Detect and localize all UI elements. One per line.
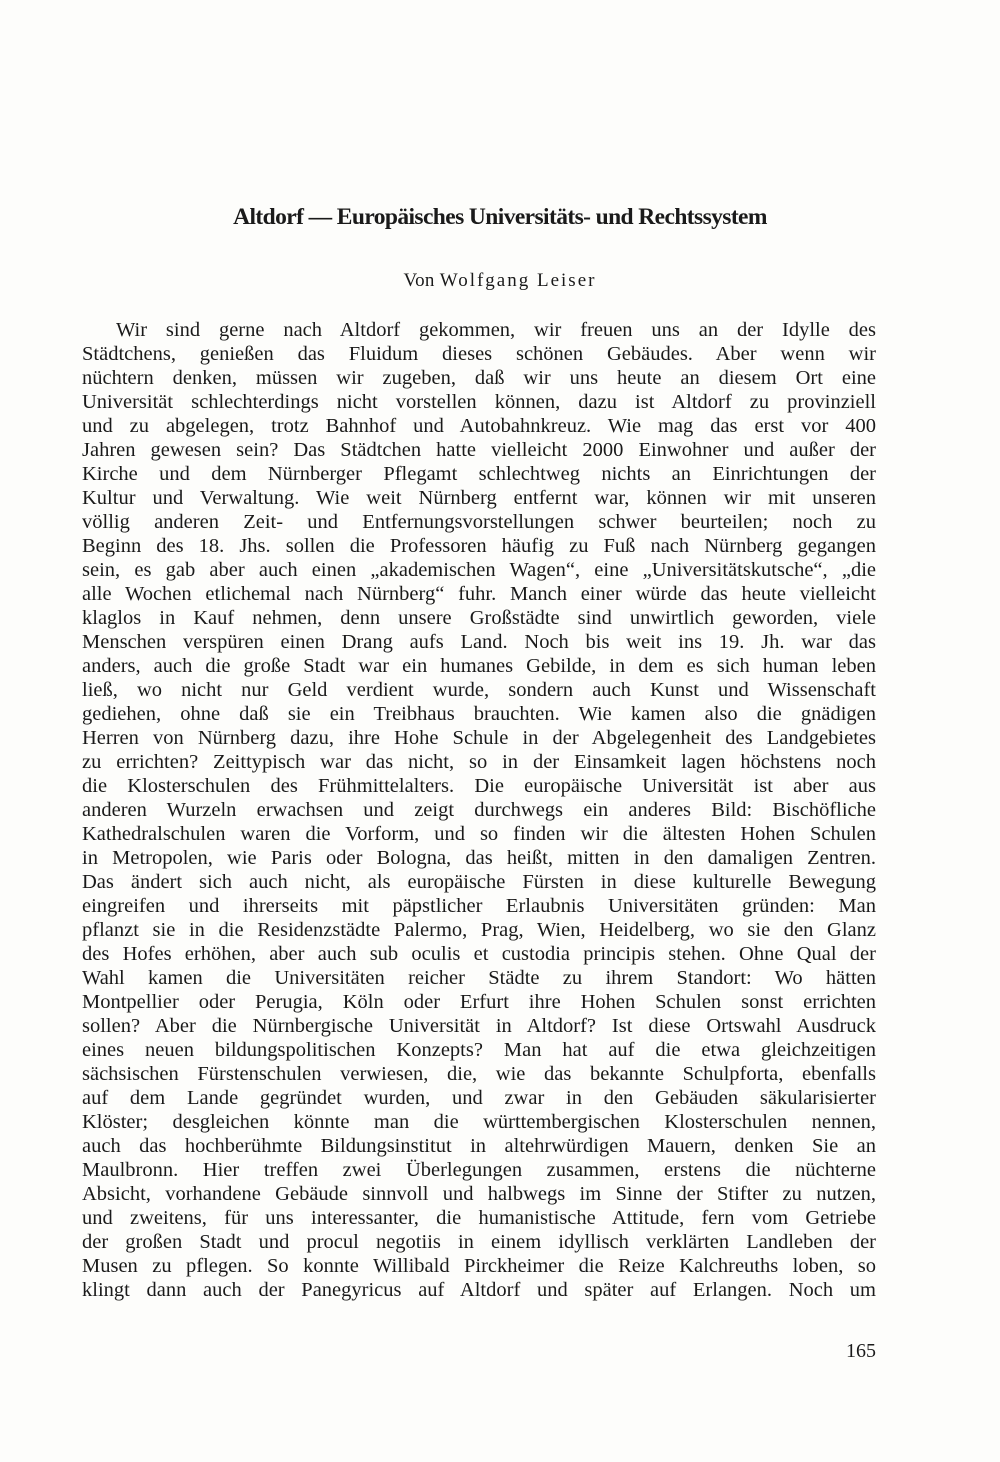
text-line: klingt dann auch der Panegyricus auf Altdorf und später auf Erlangen. Noch um [82, 1279, 876, 1301]
text-line: die Klosterschulen des Frühmittelalters. Die europäische Universität ist aber aus [82, 775, 876, 797]
text-line: der großen Stadt und procul negotiis in einem idyllisch verklärten Landleben der [82, 1231, 876, 1253]
text-line: Das ändert sich auch nicht, als europäische Fürsten in diese kulturelle Bewegung [82, 871, 876, 893]
text-line: Maulbronn. Hier treffen zwei Überlegungen zusammen, erstens die nüchterne [82, 1159, 876, 1181]
text-line: alle Wochen etlichemal nach Nürnberg“ fuhr. Manch einer würde das heute vielleicht [82, 583, 876, 605]
text-line: Menschen verspüren einen Drang aufs Land. Noch bis weit ins 19. Jh. war das [82, 631, 876, 653]
body-text [82, 318, 876, 1302]
author-line [120, 270, 880, 292]
text-line: in Metropolen, wie Paris oder Bologna, das heißt, mitten in den damaligen Zentren. [82, 847, 876, 869]
text-line: Beginn des 18. Jhs. sollen die Professoren häufig zu Fuß nach Nürnberg gegangen [82, 535, 876, 557]
text-line: Kultur und Verwaltung. Wie weit Nürnberg entfernt war, können wir mit unseren [82, 487, 876, 509]
author-name: Wolfgang Leiser [439, 270, 597, 291]
text-line: und zweitens, für uns interessanter, die humanistische Attitude, fern vom Getriebe [82, 1207, 876, 1229]
text-line: sächsischen Fürstenschulen verwiesen, die, wie das bekannte Schulpforta, ebenfalls [82, 1063, 876, 1085]
text-line: ließ, wo nicht nur Geld verdient wurde, sondern auch Kunst und Wissenschaft [82, 679, 876, 701]
text-line: Musen zu pflegen. So konnte Willibald Pirckheimer die Reize Kalchreuths loben, so [82, 1255, 876, 1277]
text-line: sollen? Aber die Nürnbergische Universität in Altdorf? Ist diese Ortswahl Ausdruck [82, 1015, 876, 1037]
text-line: zu errichten? Zeittypisch war das nicht, so in der Einsamkeit lagen höchstens noch [82, 751, 876, 773]
text-line: und zu abgelegen, trotz Bahnhof und Autobahnkreuz. Wie mag das erst vor 400 [82, 415, 876, 437]
text-line: nüchtern denken, müssen wir zugeben, daß wir uns heute an diesem Ort eine [82, 367, 876, 389]
text-line: völlig anderen Zeit- und Entfernungsvorstellungen schwer beurteilen; noch zu [82, 511, 876, 533]
text-line: sein, es gab aber auch einen „akademischen Wagen“, eine „Universitätskutsche“, „die [82, 559, 876, 581]
text-line: Montpellier oder Perugia, Köln oder Erfurt ihre Hohen Schulen sonst errichten [82, 991, 876, 1013]
text-line: anders, auch die große Stadt war ein humanes Gebilde, in dem es sich human leben [82, 655, 876, 677]
article-title: Altdorf — Europäisches Universitäts- und Rechtssystem [233, 204, 767, 230]
text-line: eingreifen und ihrerseits mit päpstlicher Erlaubnis Universitäten gründen: Man [82, 895, 876, 917]
text-line: pflanzt sie in die Residenzstädte Palermo, Prag, Wien, Heidelberg, wo sie den Glanz [82, 919, 876, 941]
text-line: Klöster; desgleichen könnte man die württembergischen Klosterschulen nennen, [82, 1111, 876, 1133]
text-line: Absicht, vorhandene Gebäude sinnvoll und halbwegs im Sinne der Stifter zu nutzen, [82, 1183, 876, 1205]
text-line: Wir sind gerne nach Altdorf gekommen, wir freuen uns an der Idylle des [116, 319, 876, 341]
text-line: Städtchens, genießen das Fluidum dieses schönen Gebäudes. Aber wenn wir [82, 343, 876, 365]
text-line: klaglos in Kauf nehmen, denn unsere Großstädte sind unwirtlich geworden, viele [82, 607, 876, 629]
text-line: anderen Wurzeln erwachsen und zeigt durchwegs ein anderes Bild: Bischöfliche [82, 799, 876, 821]
text-line: Wahl kamen die Universitäten reicher Städte zu ihrem Standort: Wo hätten [82, 967, 876, 989]
author-prefix: Von [403, 270, 435, 291]
text-line: auf dem Lande gegründet wurden, und zwar in den Gebäuden säkularisierter [82, 1087, 876, 1109]
text-line: Universität schlechterdings nicht vorstellen können, dazu ist Altdorf zu provinziell [82, 391, 876, 413]
text-line: des Hofes erhöhen, aber auch sub oculis et custodia principis stehen. Ohne Qual der [82, 943, 876, 965]
text-line: Herren von Nürnberg dazu, ihre Hohe Schule in der Abgelegenheit des Landgebietes [82, 727, 876, 749]
text-line: eines neuen bildungspolitischen Konzepts? Man hat auf die etwa gleichzeitigen [82, 1039, 876, 1061]
text-line: Kathedralschulen waren die Vorform, und so finden wir die ältesten Hohen Schulen [82, 823, 876, 845]
text-line: Kirche und dem Nürnberger Pflegamt schlechtweg nichts an Einrichtungen der [82, 463, 876, 485]
text-line: gediehen, ohne daß sie ein Treibhaus brauchten. Wie kamen also die gnädigen [82, 703, 876, 725]
text-line: auch das hochberühmte Bildungsinstitut in altehrwürdigen Mauern, denken Sie an [82, 1135, 876, 1157]
page-number: 165 [846, 1340, 876, 1362]
text-line: Jahren gewesen sein? Das Städtchen hatte vielleicht 2000 Einwohner und außer der [82, 439, 876, 461]
